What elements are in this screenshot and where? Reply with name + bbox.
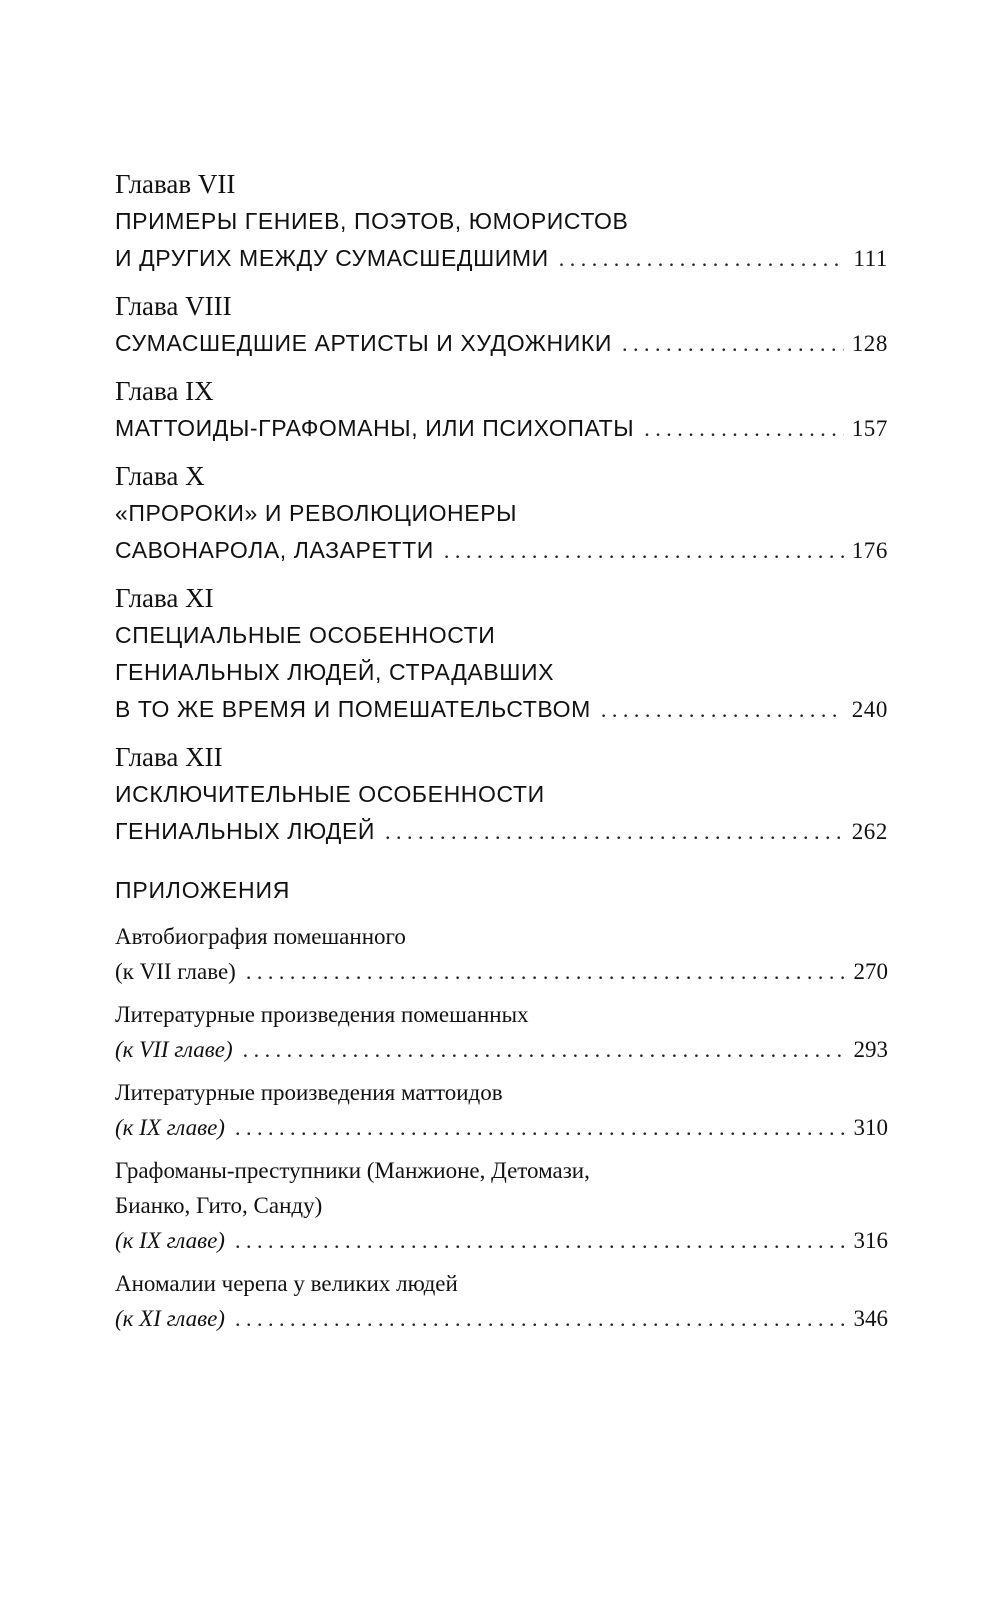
- toc-row[interactable]: [115, 1110, 888, 1145]
- toc-row[interactable]: [115, 325, 888, 362]
- toc-row[interactable]: [115, 954, 888, 989]
- appendix-title: ПРИЛОЖЕНИЯ: [115, 877, 291, 903]
- toc-chapter[interactable]: [115, 579, 888, 728]
- chapter-title-line: МАТТОИДЫ-ГРАФОМАНЫ, ИЛИ ПСИХОПАТЫ: [115, 415, 635, 441]
- dot-leader: [243, 1032, 846, 1067]
- page-number: 346: [853, 1306, 888, 1331]
- page-number: 270: [853, 959, 888, 984]
- chapter-title-line: ПРИМЕРЫ ГЕНИЕВ, ПОЭТОВ, ЮМОРИСТОВ: [115, 208, 629, 234]
- dot-leader: [385, 813, 844, 850]
- toc-chapter[interactable]: [115, 372, 888, 447]
- chapter-heading: Глава VIII: [115, 291, 232, 321]
- toc-appendix-entry[interactable]: [115, 919, 888, 989]
- appendix-entry-ref: (к VII главе): [115, 1037, 233, 1062]
- page-number: 316: [853, 1228, 888, 1253]
- appendix-entry-ref: (к IX главе): [115, 1115, 225, 1140]
- dot-leader: [444, 532, 844, 569]
- appendix-entry-title: Аномалии черепа у великих людей: [115, 1271, 458, 1296]
- chapter-title-line: «ПРОРОКИ» И РЕВОЛЮЦИОНЕРЫ: [115, 500, 518, 526]
- page-number: 128: [851, 331, 888, 356]
- toc-row[interactable]: [115, 240, 888, 277]
- dot-leader: [235, 1301, 846, 1336]
- toc-row[interactable]: [115, 532, 888, 569]
- toc-chapter[interactable]: [115, 457, 888, 569]
- page-number: 262: [851, 819, 888, 844]
- toc-chapter[interactable]: [115, 165, 888, 277]
- toc-row[interactable]: [115, 410, 888, 447]
- chapter-heading: Глава IX: [115, 376, 214, 406]
- appendix-entry-ref: (к IX главе): [115, 1228, 225, 1253]
- toc-row[interactable]: [115, 813, 888, 850]
- dot-leader: [559, 240, 846, 277]
- toc-row[interactable]: [115, 691, 888, 728]
- appendix-entry-title: Бианко, Гито, Санду): [115, 1193, 323, 1218]
- appendix-entry-title: Автобиография помешанного: [115, 924, 406, 949]
- dot-leader: [235, 1223, 846, 1258]
- appendix-entry-title: Графоманы-преступники (Манжионе, Детомази,: [115, 1158, 590, 1183]
- chapter-title-line: СПЕЦИАЛЬНЫЕ ОСОБЕННОСТИ: [115, 622, 496, 648]
- page-number: 293: [853, 1037, 888, 1062]
- chapter-title-line: ИСКЛЮЧИТЕЛЬНЫЕ ОСОБЕННОСТИ: [115, 781, 545, 807]
- appendix-entry-ref: (к XI главе): [115, 1306, 225, 1331]
- chapter-title-line: В ТО ЖЕ ВРЕМЯ И ПОМЕШАТЕЛЬСТВОМ: [115, 696, 591, 722]
- page-number: 240: [851, 697, 888, 722]
- toc-appendix-entry[interactable]: [115, 1266, 888, 1336]
- appendix-entry-title: Литературные произведения маттоидов: [115, 1080, 503, 1105]
- chapter-title-line: И ДРУГИХ МЕЖДУ СУМАСШЕДШИМИ: [115, 245, 549, 271]
- toc-appendix-entry[interactable]: [115, 1153, 888, 1258]
- toc-chapter[interactable]: [115, 738, 888, 850]
- dot-leader: [246, 954, 846, 989]
- dot-leader: [622, 325, 844, 362]
- chapter-heading: Глава X: [115, 461, 205, 491]
- chapter-title-line: ГЕНИАЛЬНЫХ ЛЮДЕЙ, СТРАДАВШИХ: [115, 659, 555, 685]
- chapter-heading: Главав VII: [115, 169, 236, 199]
- table-of-contents: [115, 165, 888, 1344]
- dot-leader: [601, 691, 844, 728]
- page-number: 157: [851, 416, 888, 441]
- appendix-entry-ref: (к VII главе): [115, 959, 236, 984]
- toc-appendix-entry[interactable]: [115, 997, 888, 1067]
- toc-appendix-entry[interactable]: [115, 1075, 888, 1145]
- chapter-title-line: СУМАСШЕДШИЕ АРТИСТЫ И ХУДОЖНИКИ: [115, 330, 612, 356]
- chapter-title-line: ГЕНИАЛЬНЫХ ЛЮДЕЙ: [115, 818, 376, 844]
- appendix-entry-title: Литературные произведения помешанных: [115, 1002, 529, 1027]
- page-number: 111: [853, 246, 888, 271]
- chapter-title-line: САВОНАРОЛА, ЛАЗАРЕТТИ: [115, 537, 434, 563]
- chapter-heading: Глава XI: [115, 583, 214, 613]
- toc-row[interactable]: [115, 1223, 888, 1258]
- toc-row[interactable]: [115, 1032, 888, 1067]
- chapter-heading: Глава XII: [115, 742, 223, 772]
- toc-row[interactable]: [115, 1301, 888, 1336]
- page-number: 176: [851, 538, 888, 563]
- page-number: 310: [853, 1115, 888, 1140]
- toc-chapter[interactable]: [115, 287, 888, 362]
- dot-leader: [235, 1110, 846, 1145]
- dot-leader: [644, 410, 843, 447]
